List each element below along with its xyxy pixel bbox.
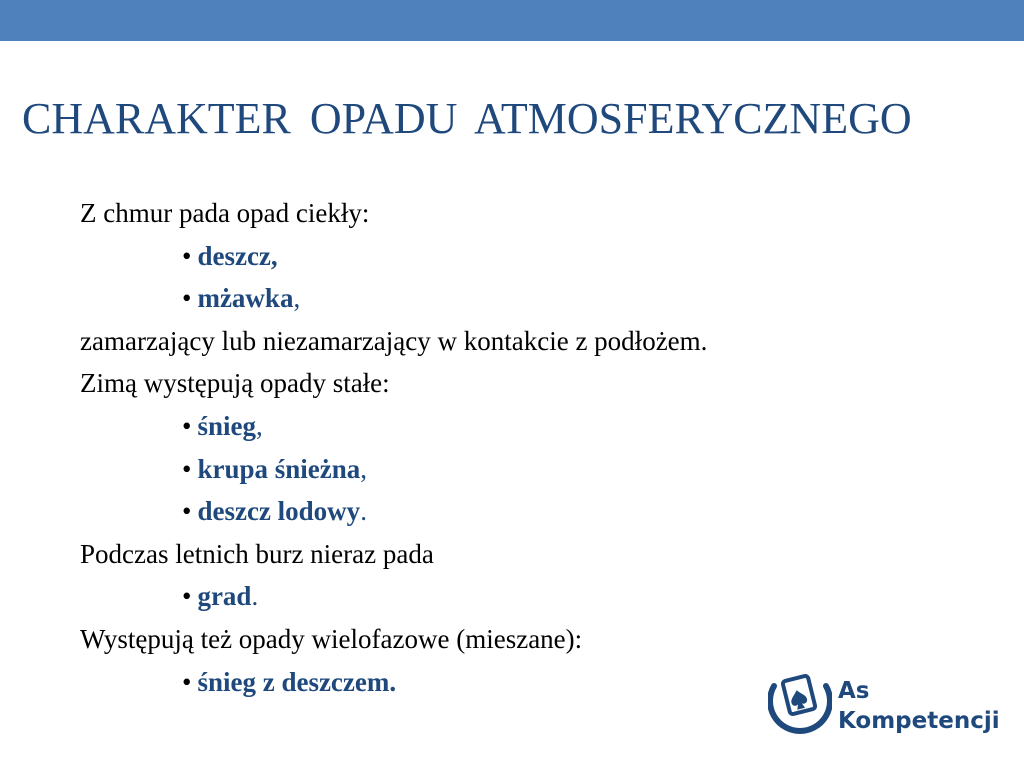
logo-text <box>838 676 1000 736</box>
bullet-icon: • <box>182 453 192 484</box>
term-suffix: , <box>293 283 301 314</box>
term-deszcz: deszcz, <box>197 240 278 271</box>
list-item <box>80 448 980 491</box>
bullet-icon: • <box>182 410 192 441</box>
logo-line-as: As <box>838 678 870 704</box>
term-suffix: . <box>251 581 259 612</box>
bullet-icon: • <box>182 240 192 271</box>
top-accent-bar <box>0 0 1024 41</box>
bullet-icon: • <box>182 496 192 527</box>
term-mzawka: mżawka <box>197 283 294 314</box>
liquid-note-line: zamarzający lub niezamarzający w kontakcie z podłożem. <box>80 325 708 356</box>
list-item <box>80 490 980 533</box>
as-kompetencji-logo <box>768 672 998 744</box>
slide-title: CHARAKTER OPADU ATMOSFERYCZNEGO <box>22 94 912 143</box>
bullet-icon: • <box>182 666 192 697</box>
spade-card-icon <box>768 672 832 742</box>
term-deszcz-lodowy: deszcz lodowy <box>197 496 361 527</box>
term-krupa-sniezna: krupa śnieżna <box>197 453 361 484</box>
intro-line: Z chmur pada opad ciekły: <box>80 198 370 228</box>
list-item <box>80 405 980 448</box>
list-item <box>80 277 980 320</box>
logo-line-kompetencji: Kompetencji <box>838 708 1000 734</box>
term-suffix: , <box>360 453 367 484</box>
bullet-icon: • <box>182 581 192 612</box>
term-snieg: śnieg <box>197 410 256 441</box>
winter-intro-line: Zimą występują opady stałe: <box>80 368 390 399</box>
summer-intro-line: Podczas letnich burz nieraz pada <box>80 538 434 569</box>
slide-body <box>80 192 980 703</box>
bullet-icon: • <box>182 283 192 314</box>
list-item <box>80 235 980 278</box>
term-suffix: . <box>360 496 367 527</box>
list-item <box>80 575 980 618</box>
term-grad: grad <box>197 581 252 612</box>
mixed-intro-line: Występują też opady wielofazowe (mieszane): <box>80 623 583 654</box>
term-suffix: , <box>255 410 263 441</box>
term-snieg-z-deszczem: śnieg z deszczem. <box>197 666 397 697</box>
